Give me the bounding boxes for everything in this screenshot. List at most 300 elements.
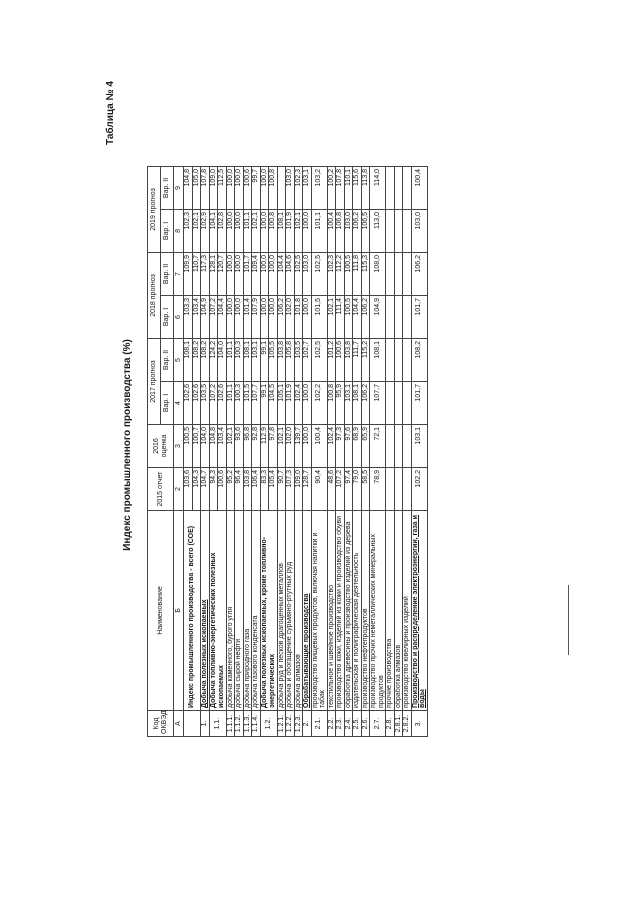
table-number-label: Таблица № 4 — [105, 81, 116, 145]
table-row — [311, 166, 327, 736]
table-row — [353, 166, 362, 736]
column-index-cell: 9 — [174, 166, 184, 209]
value-cell: 102,9 — [201, 209, 210, 252]
value-cell: 110,1 — [344, 166, 353, 209]
column-index-cell: 2 — [174, 468, 184, 511]
value-cell: 108,2 — [201, 338, 210, 381]
value-cell: 97,3 — [336, 425, 345, 468]
value-cell: 107,9 — [252, 295, 261, 338]
value-cell: 107,2 — [336, 468, 345, 511]
value-cell: 102,0 — [286, 295, 295, 338]
row-code: 2.5. — [353, 711, 362, 737]
value-cell: 107,7 — [252, 382, 261, 425]
value-cell: 103,3 — [184, 295, 193, 338]
value-cell: 109,9 — [184, 252, 193, 295]
value-cell: 128,7 — [303, 468, 312, 511]
value-cell: 97,4 — [344, 468, 353, 511]
value-cell: 101,1 — [226, 338, 235, 381]
header-var1: Вар. I — [161, 295, 174, 338]
value-cell: 111,8 — [353, 252, 362, 295]
value-cell: 108,1 — [243, 338, 252, 381]
value-cell: 108,0 — [370, 252, 386, 295]
value-cell: 99,7 — [252, 166, 261, 209]
value-cell: 102,6 — [184, 382, 193, 425]
table-row — [370, 166, 386, 736]
value-cell: 100,0 — [226, 209, 235, 252]
value-cell: 108,1 — [370, 338, 386, 381]
value-cell: 100,4 — [311, 425, 327, 468]
row-code: 2. — [303, 711, 312, 737]
value-cell: 102,1 — [192, 209, 201, 252]
value-cell — [386, 252, 395, 295]
value-cell: 109,0 — [209, 166, 218, 209]
value-cell: 95,9 — [336, 382, 345, 425]
header-2015: 2015 отчет — [148, 468, 174, 511]
value-cell: 102,4 — [327, 425, 336, 468]
value-cell: 115,2 — [361, 338, 370, 381]
column-index-cell: 4 — [174, 382, 184, 425]
row-code: 1.1.2. — [235, 711, 244, 737]
value-cell: 109,0 — [294, 468, 303, 511]
value-cell — [386, 166, 395, 209]
value-cell: 101,7 — [411, 382, 427, 425]
header-var1: Вар. I — [161, 209, 174, 252]
value-cell — [394, 338, 403, 381]
value-cell: 111,7 — [353, 338, 362, 381]
value-cell: 113,0 — [370, 209, 386, 252]
row-code: 1.2. — [260, 711, 277, 737]
value-cell: 58,5 — [361, 468, 370, 511]
table-row — [361, 166, 370, 736]
column-index-cell: 3 — [174, 425, 184, 468]
value-cell: 101,4 — [243, 295, 252, 338]
table-row — [303, 166, 312, 736]
value-cell — [386, 425, 395, 468]
value-cell: 101,1 — [226, 382, 235, 425]
value-cell: 103,0 — [411, 209, 427, 252]
value-cell: 107,2 — [209, 382, 218, 425]
value-cell: 102,1 — [252, 209, 261, 252]
value-cell: 103,6 — [184, 468, 193, 511]
value-cell — [394, 209, 403, 252]
value-cell: 107,2 — [209, 295, 218, 338]
value-cell: 65,9 — [361, 425, 370, 468]
value-cell — [394, 166, 403, 209]
value-cell: 92,8 — [252, 425, 261, 468]
value-cell: 106,4 — [252, 468, 261, 511]
value-cell: 99,1 — [260, 338, 269, 381]
value-cell — [394, 295, 403, 338]
row-code: 3. — [411, 711, 427, 737]
row-code: 2.8. — [386, 711, 395, 737]
column-index-cell: 6 — [174, 295, 184, 338]
value-cell — [394, 382, 403, 425]
table-row — [235, 166, 244, 736]
value-cell: 106,2 — [353, 209, 362, 252]
table-row — [201, 166, 210, 736]
table-body — [174, 166, 428, 736]
row-name: Обрабатывающие производства — [303, 511, 312, 711]
value-cell: 100,7 — [192, 425, 201, 468]
value-cell: 120,7 — [218, 252, 227, 295]
row-name: производство прочих неметаллических минеральных продуктов — [370, 511, 386, 711]
row-code: 2.2. — [327, 711, 336, 737]
value-cell: 83,3 — [260, 468, 269, 511]
value-cell — [403, 209, 412, 252]
value-cell: 108,1 — [277, 209, 286, 252]
value-cell: 104,7 — [201, 468, 210, 511]
value-cell: 111,4 — [336, 295, 345, 338]
value-cell: 101,7 — [243, 252, 252, 295]
row-code: 1.1. — [209, 711, 226, 737]
value-cell: 99,1 — [260, 382, 269, 425]
value-cell: 103,8 — [344, 338, 353, 381]
value-cell: 102,1 — [277, 425, 286, 468]
value-cell: 100,0 — [260, 252, 269, 295]
row-name: Производство и распределение электроэнергии, газа и воды — [411, 511, 427, 711]
table-row — [260, 166, 269, 736]
value-cell: 108,1 — [353, 382, 362, 425]
column-index-cell: А — [174, 711, 184, 737]
value-cell: 106,2 — [361, 382, 370, 425]
value-cell: 103,1 — [411, 425, 427, 468]
value-cell: 109,4 — [252, 252, 261, 295]
value-cell: 102,2 — [311, 382, 327, 425]
value-cell: 106,2 — [277, 295, 286, 338]
value-cell: 105,1 — [277, 382, 286, 425]
table-row — [403, 166, 412, 736]
value-cell — [386, 295, 395, 338]
row-name: Добыча полезных ископаемых, кроме топливно-энергетических — [260, 511, 277, 711]
value-cell: 100,0 — [269, 295, 278, 338]
value-cell: 105,5 — [269, 338, 278, 381]
value-cell: 104,4 — [277, 252, 286, 295]
value-cell: 101,7 — [411, 295, 427, 338]
value-cell: 106,2 — [411, 252, 427, 295]
value-cell: 102,1 — [226, 425, 235, 468]
value-cell: 100,4 — [411, 166, 427, 209]
value-cell: 100,0 — [303, 295, 312, 338]
value-cell — [403, 338, 412, 381]
value-cell: 101,5 — [311, 295, 327, 338]
table-row — [394, 166, 403, 736]
value-cell: 104,4 — [218, 295, 227, 338]
row-name: прочие производства — [386, 511, 395, 711]
row-name: текстильное и швейное производство — [327, 511, 336, 711]
row-name: добыча газового конденсата — [252, 511, 261, 711]
value-cell: 100,4 — [327, 209, 336, 252]
value-cell: 103,1 — [303, 166, 312, 209]
value-cell: 101,9 — [286, 382, 295, 425]
value-cell: 104,9 — [370, 295, 386, 338]
row-code — [184, 711, 201, 737]
table-row — [184, 166, 193, 736]
value-cell: 102,3 — [327, 252, 336, 295]
value-cell: 104,8 — [209, 425, 218, 468]
value-cell: 95,2 — [226, 468, 235, 511]
row-name: обработка древесины и производство изделий из дерева — [344, 511, 353, 711]
header-code: Код ОКВЭД — [148, 711, 174, 737]
value-cell: 101,9 — [286, 209, 295, 252]
value-cell: 104,0 — [218, 338, 227, 381]
row-name: производство кожи, изделий из кожи и производство обуви — [336, 511, 345, 711]
row-code: 1.1.1. — [226, 711, 235, 737]
value-cell: 103,1 — [344, 382, 353, 425]
row-name: Добыча полезных ископаемых — [201, 511, 210, 711]
value-cell: 100,2 — [327, 166, 336, 209]
value-cell: 100,0 — [269, 252, 278, 295]
value-cell: 110,7 — [192, 252, 201, 295]
row-name: обработка алмазов — [394, 511, 403, 711]
value-cell: 101,5 — [243, 382, 252, 425]
value-cell: 102,3 — [294, 166, 303, 209]
value-cell: 103,2 — [311, 166, 327, 209]
table-row — [286, 166, 295, 736]
value-cell: 103,8 — [243, 468, 252, 511]
value-cell — [403, 252, 412, 295]
value-cell: 100,0 — [303, 425, 312, 468]
value-cell: 128,1 — [209, 252, 218, 295]
row-code: 2.8.2. — [403, 711, 412, 737]
value-cell: 102,5 — [311, 252, 327, 295]
row-code: 2.1. — [311, 711, 327, 737]
value-cell: 100,0 — [226, 166, 235, 209]
value-cell: 112,9 — [260, 425, 269, 468]
row-name: издательская и полиграфическая деятельность — [353, 511, 362, 711]
value-cell: 94,3 — [209, 468, 218, 511]
value-cell: 100,8 — [269, 166, 278, 209]
value-cell: 100,0 — [235, 295, 244, 338]
column-index-cell: 5 — [174, 338, 184, 381]
value-cell: 100,6 — [218, 468, 227, 511]
table-row — [386, 166, 395, 736]
value-cell: 107,3 — [286, 468, 295, 511]
row-code: 2.4. — [344, 711, 353, 737]
table-row — [336, 166, 345, 736]
table-row — [344, 166, 353, 736]
value-cell: 100,0 — [235, 166, 244, 209]
value-cell: 107,7 — [370, 382, 386, 425]
column-index-cell: 8 — [174, 209, 184, 252]
value-cell: 100,0 — [235, 209, 244, 252]
value-cell: 102,1 — [327, 295, 336, 338]
value-cell: 100,3 — [235, 382, 244, 425]
value-cell: 102,6 — [218, 382, 227, 425]
value-cell — [386, 468, 395, 511]
row-name: производство ювелирных изделий — [403, 511, 412, 711]
value-cell: 104,4 — [353, 295, 362, 338]
value-cell: 72,1 — [370, 425, 386, 468]
value-cell: 96,8 — [243, 425, 252, 468]
header-var1: Вар. I — [161, 382, 174, 425]
value-cell: 115,3 — [361, 252, 370, 295]
value-cell: 93,6 — [235, 425, 244, 468]
value-cell: 97,6 — [344, 425, 353, 468]
value-cell: 102,6 — [192, 382, 201, 425]
value-cell: 103,5 — [294, 338, 303, 381]
header-2017: 2017 прогноз — [148, 338, 161, 424]
value-cell: 106,5 — [361, 209, 370, 252]
value-cell: 102,0 — [286, 425, 295, 468]
value-cell: 100,6 — [243, 166, 252, 209]
value-cell — [386, 382, 395, 425]
column-index-cell: Б — [174, 511, 184, 711]
column-index-row — [174, 166, 184, 736]
row-code: 1.2.2. — [286, 711, 295, 737]
header-var2: Вар. II — [161, 338, 174, 381]
value-cell: 107,8 — [201, 166, 210, 209]
value-cell: 105,8 — [286, 338, 295, 381]
value-cell: 124,2 — [209, 338, 218, 381]
value-cell: 102,7 — [303, 338, 312, 381]
value-cell: 104,0 — [201, 425, 210, 468]
value-cell: 105,4 — [269, 468, 278, 511]
value-cell: 115,6 — [353, 166, 362, 209]
value-cell — [403, 166, 412, 209]
row-name: добыча руд и песков драгоценных металлов — [277, 511, 286, 711]
value-cell: 96,4 — [235, 468, 244, 511]
header-2019: 2019 прогноз — [148, 166, 161, 252]
value-cell — [403, 295, 412, 338]
value-cell: 48,6 — [327, 468, 336, 511]
value-cell: 100,0 — [226, 252, 235, 295]
value-cell: 117,3 — [201, 252, 210, 295]
value-cell: 100,5 — [344, 252, 353, 295]
value-cell: 103,0 — [344, 209, 353, 252]
value-cell: 106,8 — [336, 209, 345, 252]
row-name: добыча и обогащение сурьмяно-ртутных руд — [286, 511, 295, 711]
value-cell: 108,1 — [184, 338, 193, 381]
header-2016: 2016 оценка — [148, 425, 174, 468]
value-cell: 103,4 — [218, 425, 227, 468]
header-var2: Вар. II — [161, 252, 174, 295]
value-cell — [394, 468, 403, 511]
value-cell: 97,8 — [269, 425, 278, 468]
value-cell: 107,8 — [336, 166, 345, 209]
value-cell: 103,0 — [286, 166, 295, 209]
value-cell: 103,5 — [201, 382, 210, 425]
table-row — [294, 166, 303, 736]
column-index-cell: 7 — [174, 252, 184, 295]
value-cell: 79,0 — [353, 468, 362, 511]
row-name: производство пищевых продуктов, включая напитки и табак — [311, 511, 327, 711]
value-cell: 90,7 — [277, 468, 286, 511]
value-cell: 100,0 — [226, 295, 235, 338]
value-cell — [386, 209, 395, 252]
value-cell: 100,0 — [303, 382, 312, 425]
value-cell: 103,1 — [252, 338, 261, 381]
value-cell: 100,5 — [344, 295, 353, 338]
page-title: Индекс промышленного производства (%) — [122, 339, 133, 551]
value-cell: 108,2 — [411, 338, 427, 381]
value-cell: 100,0 — [303, 209, 312, 252]
value-cell: 102,1 — [294, 209, 303, 252]
value-cell: 104,9 — [201, 295, 210, 338]
value-cell: 103,8 — [277, 338, 286, 381]
table-row — [226, 166, 235, 736]
table-row — [252, 166, 261, 736]
value-cell: 100,3 — [235, 338, 244, 381]
row-code: 1.1.4. — [252, 711, 261, 737]
value-cell: 104,1 — [209, 209, 218, 252]
value-cell — [386, 338, 395, 381]
value-cell: 101,1 — [243, 209, 252, 252]
value-cell: 100,6 — [336, 338, 345, 381]
value-cell: 102,5 — [294, 252, 303, 295]
row-code: 2.8.1. — [394, 711, 403, 737]
footnote-divider — [568, 585, 569, 655]
value-cell: 68,9 — [353, 425, 362, 468]
value-cell: 104,5 — [269, 382, 278, 425]
value-cell: 101,1 — [311, 209, 327, 252]
value-cell: 100,5 — [184, 425, 193, 468]
value-cell: 104,8 — [184, 166, 193, 209]
value-cell: 104,6 — [286, 252, 295, 295]
value-cell: 102,5 — [311, 338, 327, 381]
value-cell: 100,0 — [260, 166, 269, 209]
row-code: 2.3. — [336, 711, 345, 737]
value-cell: 105,0 — [192, 166, 201, 209]
row-code: 1.2.3. — [294, 711, 303, 737]
value-cell: 78,9 — [370, 468, 386, 511]
header-2018: 2018 прогноз — [148, 252, 161, 338]
value-cell: 102,8 — [218, 209, 227, 252]
row-code: 2.6. — [361, 711, 370, 737]
row-name: добыча природного газа — [243, 511, 252, 711]
value-cell — [394, 425, 403, 468]
row-code: 1.1.3. — [243, 711, 252, 737]
value-cell: 101,8 — [294, 295, 303, 338]
value-cell — [403, 468, 412, 511]
row-code: 1. — [201, 711, 210, 737]
value-cell — [277, 166, 286, 209]
value-cell: 114,0 — [370, 166, 386, 209]
value-cell: 102,3 — [184, 209, 193, 252]
row-name: Индекс промышленного производства - всего (СОЕ) — [184, 511, 201, 711]
value-cell: 100,8 — [269, 209, 278, 252]
row-name: добыча сырой нефти — [235, 511, 244, 711]
value-cell: 102,2 — [411, 468, 427, 511]
value-cell: 100,0 — [235, 252, 244, 295]
value-cell: 100,8 — [327, 382, 336, 425]
value-cell: 101,2 — [327, 338, 336, 381]
value-cell: 113,8 — [361, 166, 370, 209]
value-cell — [394, 252, 403, 295]
value-cell: 139,7 — [294, 425, 303, 468]
value-cell: 112,5 — [218, 166, 227, 209]
value-cell: 112,2 — [336, 252, 345, 295]
production-index-table — [147, 166, 428, 737]
value-cell: 90,4 — [311, 468, 327, 511]
value-cell: 102,4 — [294, 382, 303, 425]
table-row — [411, 166, 427, 736]
table-row — [243, 166, 252, 736]
value-cell: 104,3 — [192, 468, 201, 511]
table-row — [209, 166, 218, 736]
table-row — [277, 166, 286, 736]
value-cell: 108,2 — [192, 338, 201, 381]
value-cell: 103,4 — [192, 295, 201, 338]
value-cell: 100,0 — [260, 209, 269, 252]
value-cell: 103,0 — [303, 252, 312, 295]
row-name: добыча алмазов — [294, 511, 303, 711]
table-row — [327, 166, 336, 736]
row-code: 2.7. — [370, 711, 386, 737]
value-cell — [403, 382, 412, 425]
row-name: Добыча топливно-энергетических полезных ископаемых — [209, 511, 226, 711]
row-name: добыча каменного, бурого угля — [226, 511, 235, 711]
value-cell: 100,0 — [260, 295, 269, 338]
